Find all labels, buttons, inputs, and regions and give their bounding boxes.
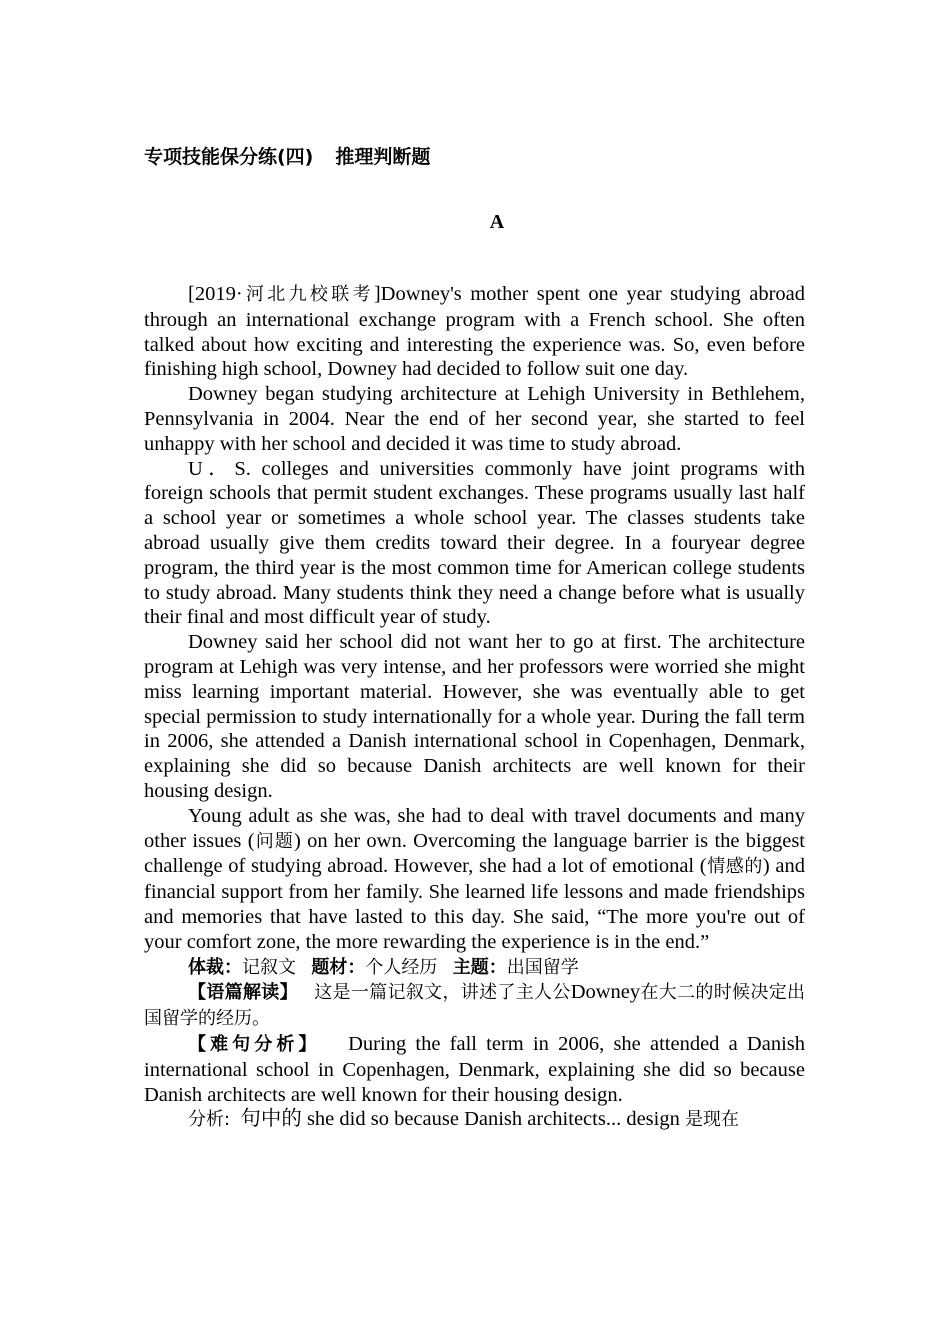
gloss-issues: 问题 [254,830,295,852]
section-letter: A [489,211,505,233]
passage-paragraph-1: [2019·河北九校联考]Downey's mother spent one year studying abroad through an international exchange program with a French school. She often talked about how exciting and interesting the experience was. So, even before finishing high school, Downey had decided to follow suit one day. [144,283,805,381]
page-title [144,144,430,170]
analysis-tags: 体裁：记叙文 题材：个人经历 主题：出国留学 [188,956,579,978]
passage-paragraph-2: Downey began studying architecture at Lehigh University in Bethlehem, Pennsylvania in 2004. Near the end of her second year, she started to feel unhappy with her school and decided it was time to study abroad. [144,383,805,455]
title-main: 专项技能保分练(四) [144,146,314,168]
passage-body [144,282,805,1133]
fenxi-line: 分析: 句中的 she did so because Danish architects... design 是现在 [188,1108,739,1131]
passage-paragraph-4: Downey said her school did not want her to go at first. The architecture program at Lehigh was very intense, and her professors were worried she might miss learning important material. However, she was eventually able to get special permission to study internationally for a whole year. During the fall term in 2006, she attended a Danish international school in Copenhagen, Denmark, explaining she did so because Danish architects are well known for their housing design. [144,631,805,802]
passage-paragraph-5: Young adult as she was, she had to deal with travel documents and many other issues (问题) on her own. Overcoming the language barrier is the biggest challenge of studying abroad. However, she had a lot of emotional (情感的) and financial support from her family. She learned life lessons and made friendships and memories that have lasted to this day. She said, “The more you're out of your comfort zone, the more rewarding the experience is in the end.” [144,804,806,953]
sentence-analysis: 【难句分析】 During the fall term in 2006, she attended a Danish international school in Copenhagen, Denmark, explaining she did so because Danish architects are well known for their housing design. [144,1032,806,1106]
gloss-emotional: 情感的 [706,856,763,878]
passage-paragraph-3: U．S. colleges and universities commonly have joint programs with foreign schools that permit student exchanges. These programs usually last half a school year or sometimes a whole school year. The classes students take abroad usually give them credits toward their degree. In a fouryear degree program, the third year is the most common time for American college students to study abroad. Many students think they need a change before what is usually their final and most difficult year of study. [144,457,805,629]
reading-analysis: 【语篇解读】 这是一篇记叙文，讲述了主人公Downey在大二的时候决定出国留学的经历。 [144,981,806,1030]
title-subtitle: 推理判断题 [335,146,431,168]
passage-source: 河北九校联考 [242,284,374,305]
